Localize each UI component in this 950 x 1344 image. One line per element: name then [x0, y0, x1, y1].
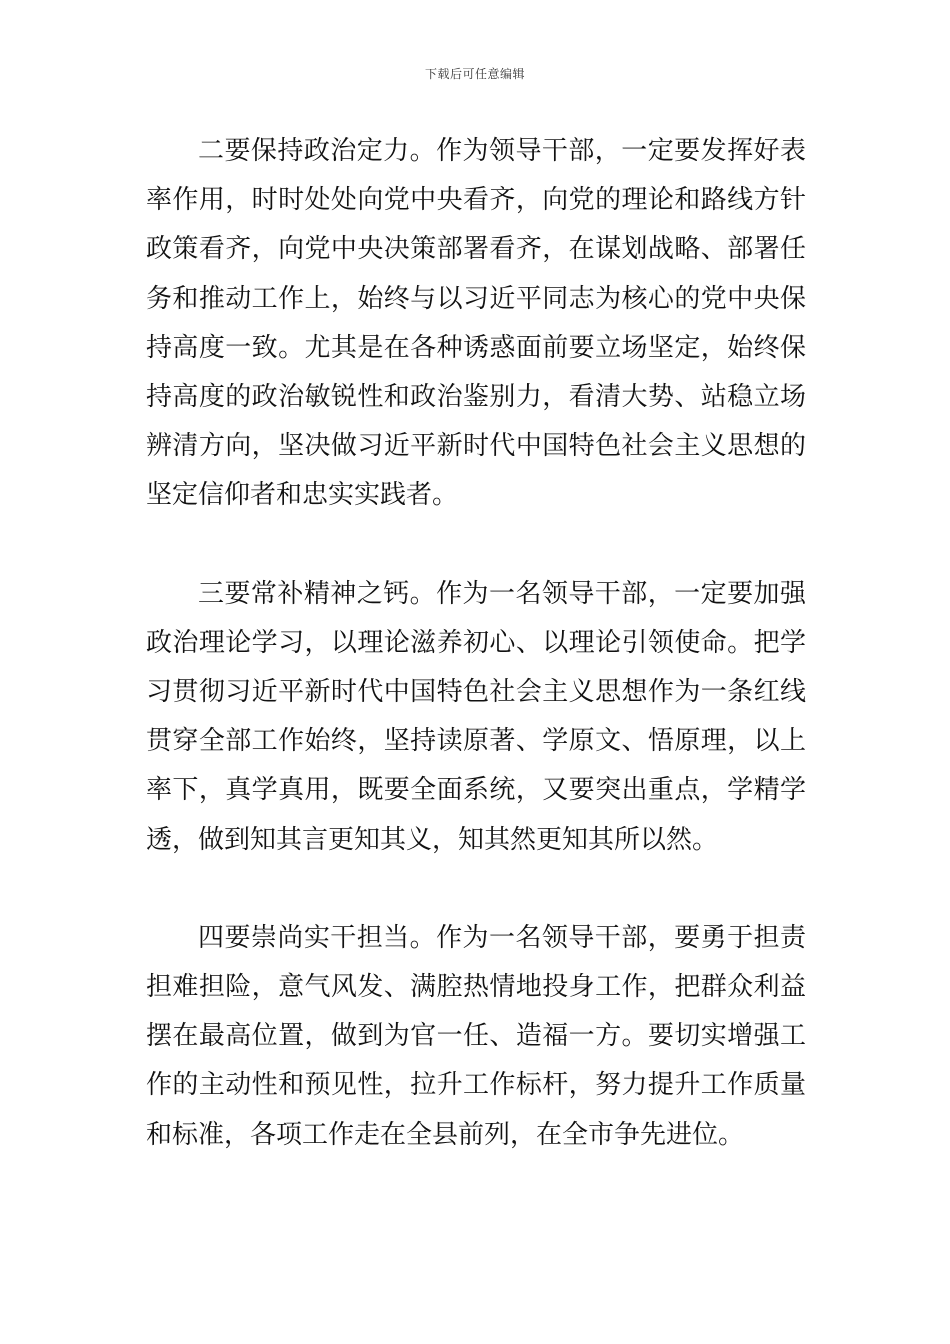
paragraph-spiritual-calcium: 三要常补精神之钙。作为一名领导干部，一定要加强政治理论学习，以理论滋养初心、以理论引领使命。把学习贯彻习近平新时代中国特色社会主义思想作为一条红线贯穿全部工作始终，坚持读原著、学原文、悟原理，以上率下，真学真用，既要全面系统，又要突出重点，学精学透，做到知其言更知其义，知其然更知其所以然。: [146, 578, 806, 855]
paragraph-political-stability: 二要保持政治定力。作为领导干部，一定要发挥好表率作用，时时处处向党中央看齐，向党的理论和路线方针政策看齐，向党中央决策部署看齐，在谋划战略、部署任务和推动工作上，始终与以习近平同志为核心的党中央保持高度一致。尤其是在各种诱惑面前要立场坚定，始终保持高度的政治敏锐性和政治鉴别力，看清大势、站稳立场辨清方向，坚决做习近平新时代中国特色社会主义思想的坚定信仰者和忠实实践者。: [146, 136, 806, 511]
document-body: [146, 127, 806, 1160]
header-note: 下载后可任意编辑: [424, 67, 525, 81]
paragraph-practical-responsibility: 四要崇尚实干担当。作为一名领导干部，要勇于担责担难担险，意气风发、满腔热情地投身工作，把群众利益摆在最高位置，做到为官一任、造福一方。要切实增强工作的主动性和预见性，拉升工作标杆，努力提升工作质量和标准，各项工作走在全县前列，在全市争先进位。: [146, 922, 806, 1150]
